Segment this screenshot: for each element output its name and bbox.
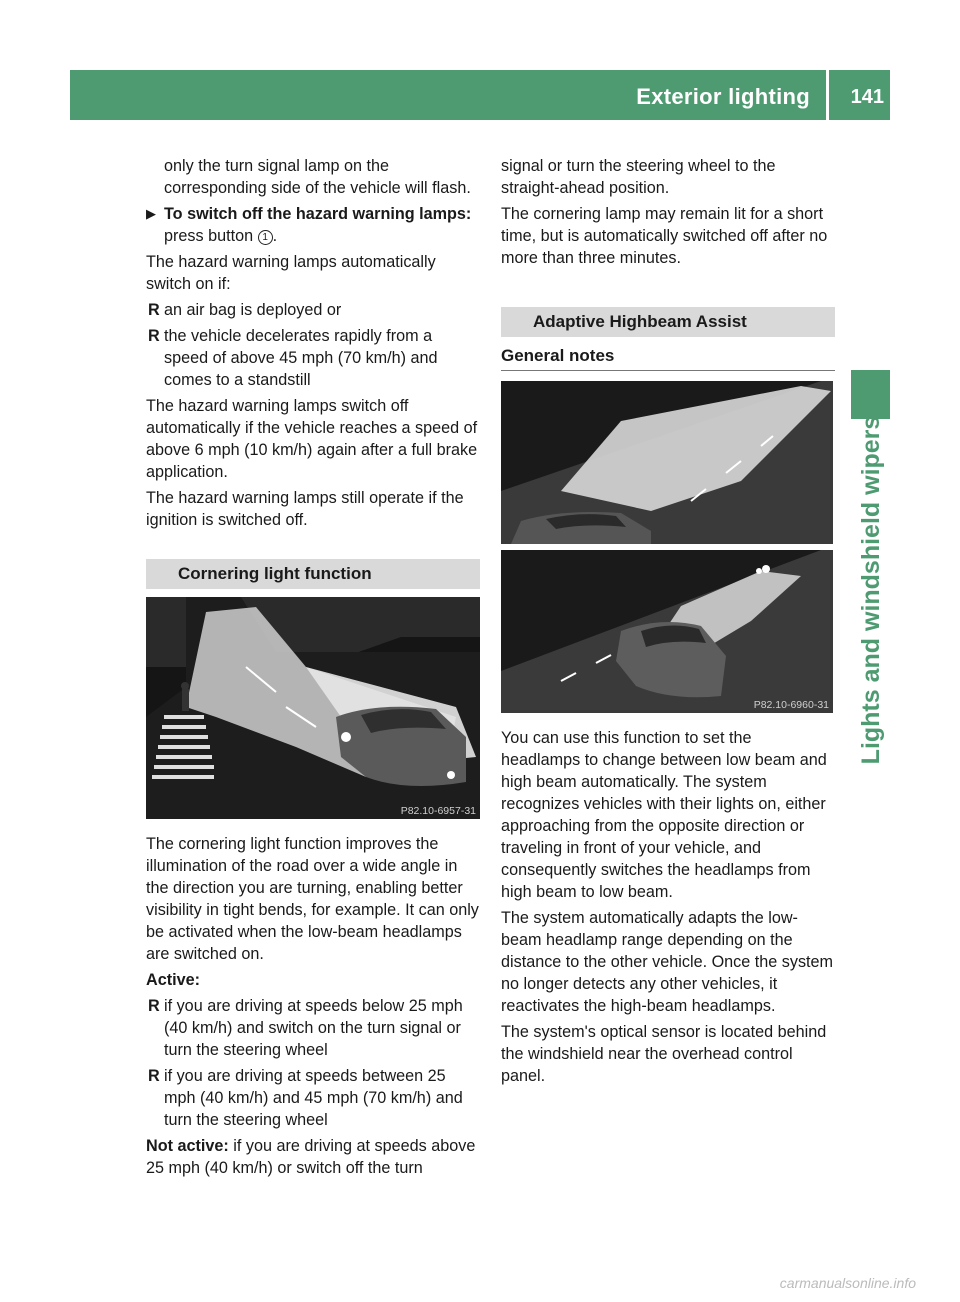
sub-heading: General notes [501, 345, 835, 371]
header-divider [826, 70, 829, 120]
side-tab-label: Lights and windshield wipers [857, 415, 885, 765]
paragraph: The hazard warning lamps switch off automatically if the vehicle reaches a speed of above 6 mph (10 km/h) again after a full brake application. [146, 397, 478, 481]
paragraph: The system's optical sensor is located behind the windshield near the overhead control panel. [501, 1023, 827, 1085]
figure-code: P82.10-6960-31 [753, 699, 829, 711]
active-label [146, 969, 480, 991]
button-1-symbol-icon: 1 [258, 230, 273, 245]
list-item-text: an air bag is deployed or [164, 301, 342, 319]
section-heading: Adaptive Highbeam Assist [501, 307, 835, 337]
step-heading: To switch off the hazard warning lamps: [164, 205, 472, 223]
bullet-icon: R [148, 997, 160, 1015]
bullet-icon: R [148, 1067, 160, 1085]
step-end: . [272, 227, 278, 245]
left-column [146, 155, 480, 1183]
page-header [70, 70, 890, 120]
step-text: press button [164, 227, 258, 245]
figure-code: P82.10-6957-31 [400, 805, 476, 817]
list-item [146, 325, 480, 391]
paragraph: You can use this function to set the headlamps to change between low beam and high beam automatically. The system recognizes vehicles with their lights on, either approaching from the opposite direction or traveling in front of your vehicle, and consequently switches the headlamps from high beam to low beam. [501, 729, 827, 901]
cornering-light-drawing [146, 597, 480, 819]
footer-watermark: carmanualsonline.info [779, 1275, 916, 1291]
paragraph: The cornering light function improves the illumination of the road over a wide angle in the direction you are turning, enabling better visibility in tight bends, for example. It can only be activated when the low-beam headlamps are switched on. [146, 835, 479, 963]
step-arrow-icon: ▶ [146, 206, 156, 221]
bullet-icon: R [148, 301, 160, 319]
list-item [146, 995, 480, 1061]
highbeam-assist-illustration [501, 381, 833, 713]
instruction-step [146, 203, 480, 247]
paragraph: The hazard warning lamps still operate if the ignition is switched off. [146, 489, 464, 529]
not-active-label: Not active: [146, 1137, 229, 1155]
list-item-text: if you are driving at speeds below 25 mph (40 km/h) and switch on the turn signal or turn the steering wheel [164, 997, 463, 1059]
not-active-text: if you are driving at speeds above 25 mph (40 km/h) or switch off the turn [146, 1137, 476, 1177]
cornering-light-illustration [146, 597, 480, 819]
bullet-icon: R [148, 327, 160, 345]
list-item-text: the vehicle decelerates rapidly from a speed of above 45 mph (70 km/h) and comes to a standstill [164, 327, 438, 389]
paragraph: The system automatically adapts the low-beam headlamp range depending on the distance to the other vehicle. Once the system no longer detects any other vehicles, it reactivates the high-beam headlamps. [501, 909, 834, 1015]
header-title: Exterior lighting [636, 84, 810, 109]
paragraph [146, 1135, 480, 1179]
active-label-text: Active: [146, 971, 200, 989]
list-item [146, 299, 480, 321]
list-item-text: if you are driving at speeds between 25 mph (40 km/h) and 45 mph (70 km/h) and turn the steering wheel [164, 1067, 463, 1129]
highbeam-assist-drawing [501, 381, 833, 713]
list-item [146, 1065, 480, 1131]
paragraph: The cornering lamp may remain lit for a short time, but is automatically switched off after no more than three minutes. [501, 205, 828, 267]
page-number: 141 [850, 86, 884, 108]
paragraph: signal or turn the steering wheel to the straight-ahead position. [501, 157, 776, 197]
right-column [501, 155, 835, 1091]
paragraph: The hazard warning lamps automatically switch on if: [146, 253, 436, 293]
paragraph: only the turn signal lamp on the corresponding side of the vehicle will flash. [164, 157, 471, 197]
section-heading: Cornering light function [146, 559, 480, 589]
